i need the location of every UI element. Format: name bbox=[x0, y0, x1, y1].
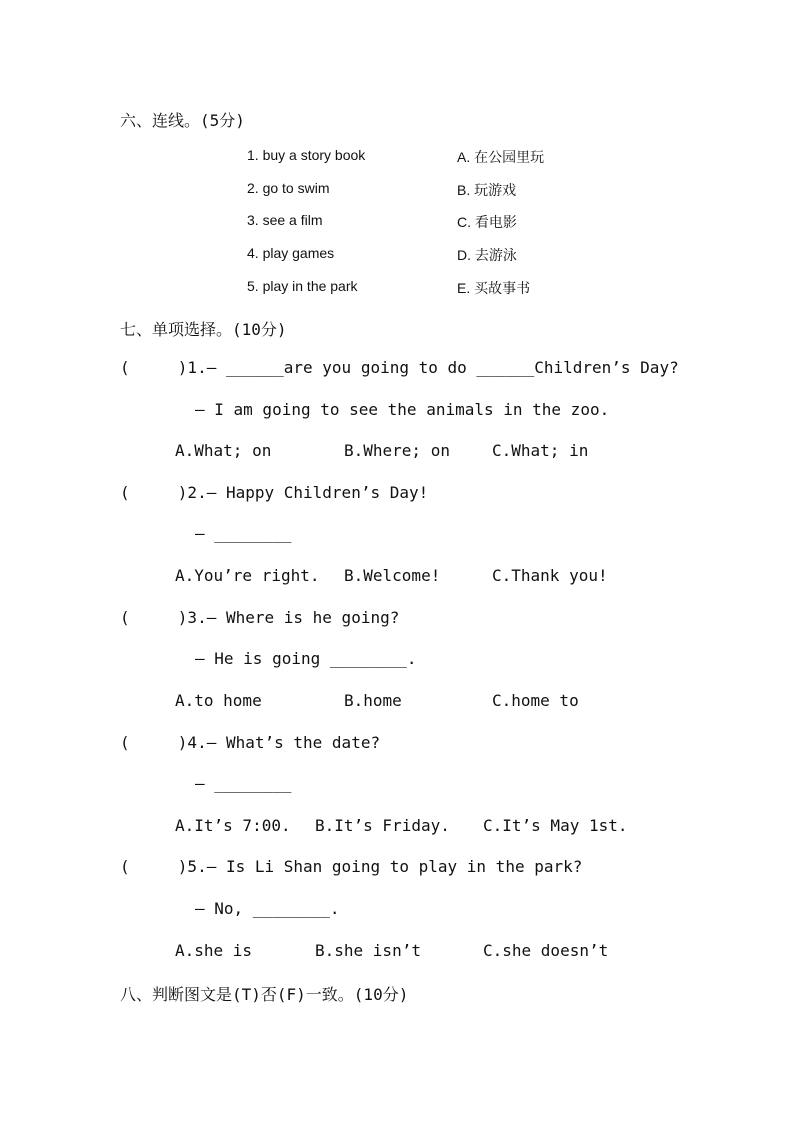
match-right-b: B. 玩游戏 bbox=[457, 182, 517, 198]
match-right-c: C. 看电影 bbox=[457, 214, 517, 230]
question-3-option-b: B.home bbox=[344, 691, 402, 710]
question-3-option-a: A.to home bbox=[175, 691, 262, 710]
question-3: ( )3.— Where is he going? bbox=[120, 608, 400, 627]
question-1-option-c: C.What; in bbox=[492, 441, 589, 460]
match-left-2: 2. go to swim bbox=[247, 180, 330, 196]
question-5-option-c: C.she doesn’t bbox=[483, 941, 609, 960]
section-6-heading: 六、连线。(5分) bbox=[120, 111, 245, 130]
question-2-option-c: C.Thank you! bbox=[492, 566, 608, 585]
question-5-option-b: B.she isn’t bbox=[315, 941, 421, 960]
match-left-3: 3. see a film bbox=[247, 212, 323, 228]
match-left-5: 5. play in the park bbox=[247, 278, 358, 294]
section-8-heading: 八、判断图文是(T)否(F)一致。(10分) bbox=[120, 985, 409, 1004]
question-1-dialogue: — I am going to see the animals in the zoo. bbox=[195, 400, 610, 419]
match-left-4: 4. play games bbox=[247, 245, 335, 261]
question-2-option-b: B.Welcome! bbox=[344, 566, 441, 585]
question-4-dialogue: — ________ bbox=[195, 774, 292, 793]
question-4-option-b: B.It’s Friday. bbox=[315, 816, 450, 835]
question-2-option-a: A.You’re right. bbox=[175, 566, 320, 585]
question-2-dialogue: — ________ bbox=[195, 524, 292, 543]
question-5: ( )5.— Is Li Shan going to play in the park? bbox=[120, 857, 583, 876]
question-3-option-c: C.home to bbox=[492, 691, 579, 710]
question-4-option-a: A.It’s 7:00. bbox=[175, 816, 291, 835]
match-right-a: A. 在公园里玩 bbox=[457, 149, 545, 165]
match-right-e: E. 买故事书 bbox=[457, 280, 531, 296]
question-5-dialogue: — No, ________. bbox=[195, 899, 340, 918]
question-4: ( )4.— What’s the date? bbox=[120, 733, 381, 752]
match-right-d: D. 去游泳 bbox=[457, 247, 517, 263]
section-7-heading: 七、单项选择。(10分) bbox=[120, 320, 287, 339]
question-2: ( )2.— Happy Children’s Day! bbox=[120, 483, 429, 502]
question-4-option-c: C.It’s May 1st. bbox=[483, 816, 628, 835]
question-5-option-a: A.she is bbox=[175, 941, 253, 960]
match-left-1: 1. buy a story book bbox=[247, 147, 366, 163]
question-1-option-a: A.What; on bbox=[175, 441, 272, 460]
question-1: ( )1.— ______are you going to do ______Children’s Day? bbox=[120, 358, 679, 377]
question-1-option-b: B.Where; on bbox=[344, 441, 450, 460]
question-3-dialogue: — He is going ________. bbox=[195, 649, 417, 668]
